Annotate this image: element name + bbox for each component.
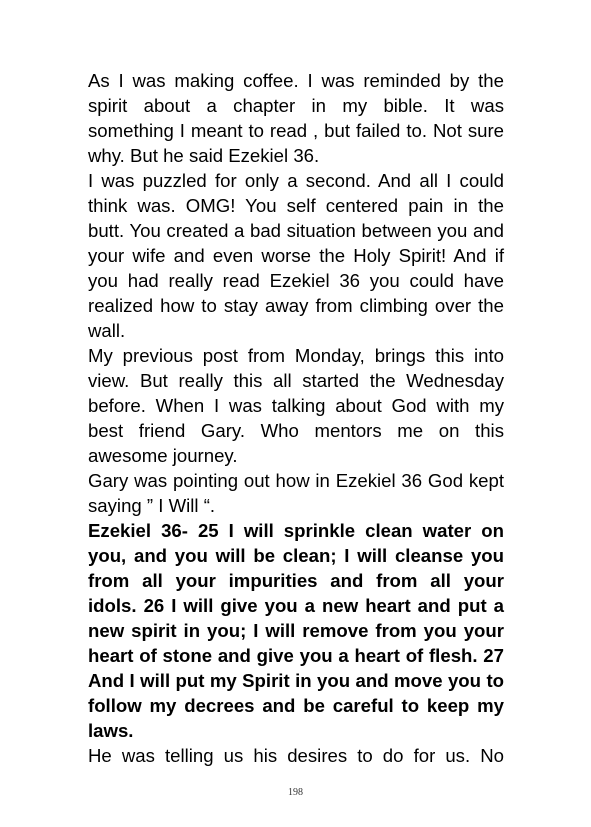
scripture-quote: Ezekiel 36- 25 I will sprinkle clean water on you, and you will be clean; I will cleanse you from all your impurities and from all your idols. 26 I will give you a new heart and put a new spirit in you; I will remove from you your heart of stone and give you a heart of flesh. 27 And I will put my Spirit in you and move you to follow my decrees and be careful to keep my laws. <box>88 520 504 741</box>
paragraph-4: Gary was pointing out how in Ezekiel 36 God kept saying ” I Will “. <box>88 470 504 516</box>
paragraph-2: I was puzzled for only a second. And all I could think was. OMG! You self centered pain in the butt. You created a bad situation between you and your wife and even worse the Holy Spirit! And if you had really read Ezekiel 36 you could have realized how to stay away from climbing over the wall. <box>88 170 504 341</box>
body-text <box>88 68 504 768</box>
page-number: 198 <box>288 787 303 798</box>
paragraph-1: As I was making coffee. I was reminded by the spirit about a chapter in my bible. It was something I meant to read , but failed to. Not sure why. But he said Ezekiel 36. <box>88 70 504 166</box>
paragraph-3: My previous post from Monday, brings this into view. But really this all started the Wednesday before. When I was talking about God with my best friend Gary. Who mentors me on this awesome journey. <box>88 345 504 466</box>
paragraph-6: He was telling us his desires to do for us. No <box>88 745 504 766</box>
